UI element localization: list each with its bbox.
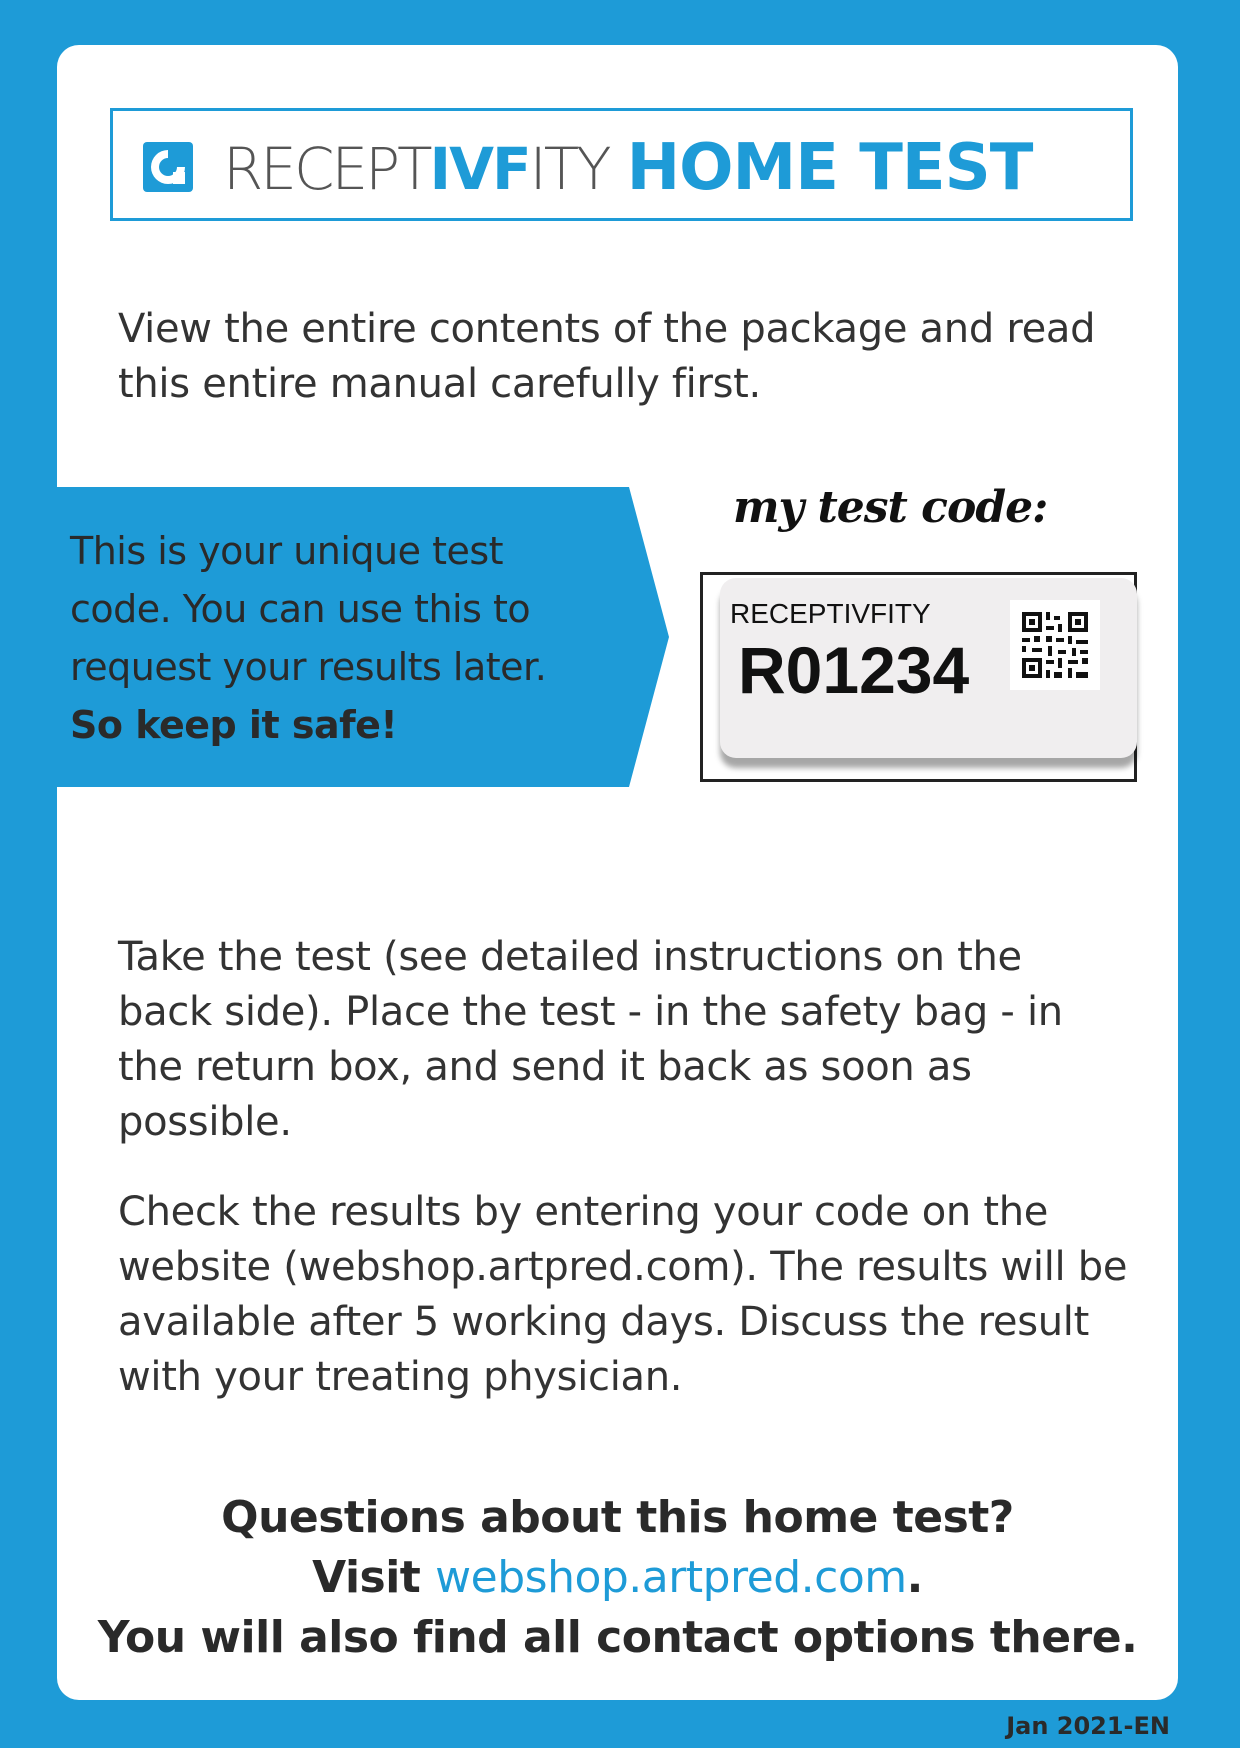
sticker-brand: RECEPTIVFITY: [730, 598, 931, 629]
webshop-link[interactable]: webshop.artpred.com: [435, 1552, 907, 1603]
visit-suffix: .: [906, 1552, 923, 1603]
questions-section: [57, 1488, 1178, 1668]
version-label: Jan 2021-EN: [1006, 1712, 1170, 1740]
intro-text: View the entire contents of the package and read this entire manual carefully first.: [118, 306, 1096, 407]
banner-text: [70, 522, 610, 754]
brand-part-1: RECEPT: [223, 135, 430, 203]
brand-part-2: IVF: [429, 135, 530, 203]
banner-emphasis: So keep it safe!: [70, 703, 398, 747]
visit-line: [57, 1548, 1178, 1608]
check-results-text: Check the results by entering your code on the website (webshop.artpred.com). The results will be available after 5 working days. Discuss the result with your treating physician.: [118, 1189, 1128, 1400]
header-box: [110, 108, 1133, 221]
contact-line: You will also find all contact options there.: [97, 1612, 1138, 1663]
take-test-text: Take the test (see detailed instructions on the back side). Place the test - in the safety bag - in the return box, and send it back as soon as possible.: [118, 934, 1063, 1145]
receptivfity-logo-icon: [143, 142, 193, 192]
test-code-value: R01234: [738, 633, 970, 707]
qr-code-icon: [1010, 600, 1100, 690]
test-code-heading: my test code:: [733, 482, 1048, 533]
brand-title: [223, 129, 1033, 205]
questions-line: Questions about this home test?: [221, 1492, 1014, 1543]
visit-prefix: Visit: [312, 1552, 436, 1603]
banner-description: This is your unique test code. You can use this to request your results later.: [70, 529, 547, 689]
brand-part-3: ITY: [529, 135, 609, 203]
home-test-title: HOME TEST: [626, 131, 1033, 205]
content-card: [57, 45, 1178, 1700]
